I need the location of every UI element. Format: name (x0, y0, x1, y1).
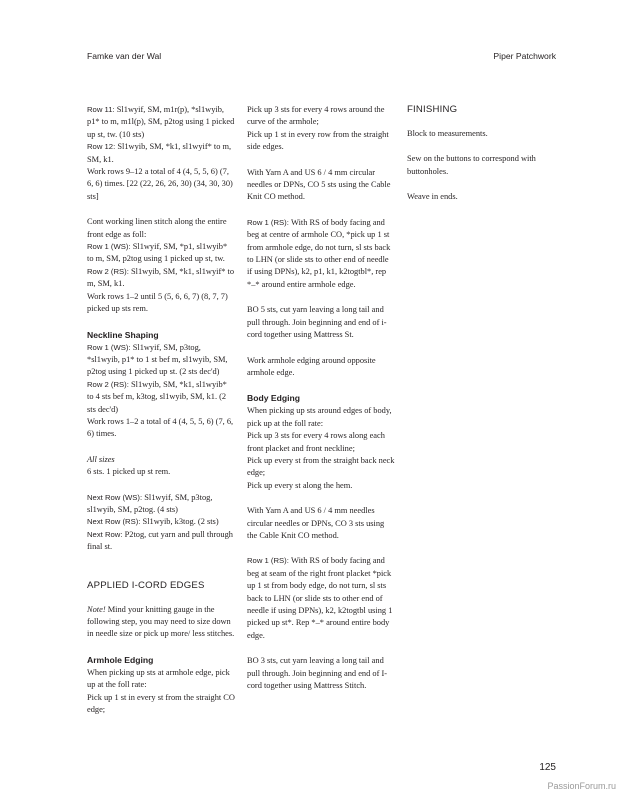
side-edges-paragraph: Pick up 1 st in every row from the straight side edges. (247, 129, 389, 152)
buttons-paragraph: Sew on the buttons to correspond with buttonholes. (407, 154, 536, 176)
body-rate-paragraph: When picking up sts around edges of body, pick up at the foll rate: (247, 406, 392, 428)
rows-11-12-paragraph: Row 11: Sl1wyif, SM, m1r(p), *sl1wyib, p1* to m, m1l(p), SM, p2tog using 1 picked up st, tw. (10 sts) Row 12: Sl1wyib, SM, *k1, sl1wyif* to m, SM, k1. Work rows 9–12 a total of 4 (4, 5, 5, 6) (7, 6, 6) times. [22 (22, 26, 26, 30) (34, 30, 30) sts] (87, 105, 235, 201)
watermark: PassionForum.ru (547, 781, 616, 791)
body-row-1-paragraph: Row 1 (RS): With RS of body facing and beg at seam of the right front placket *pick up 1 st from body edge, do not turn, sl sts back to LHN (or slide sts to other end of needle if using DPNs), k2, k2togtbl using 1 picked up st*. Rep *–* around entire body edge. (247, 556, 393, 640)
armhole-cast-on-paragraph: With Yarn A and US 6 / 4 mm circular needles or DPNs, CO 5 sts using the Cable Knit CO method. (247, 167, 391, 202)
all-sizes-paragraph: All sizes 6 sts. 1 picked up st rem. (87, 454, 171, 477)
gauge-note-paragraph: Note! Mind your knitting gauge in the following step, you may need to size down in needle size or pick up more/ less stitches. (87, 604, 235, 639)
neckline-shaping-heading: Neckline Shaping (87, 329, 159, 340)
body-cast-on-paragraph: With Yarn A and US 6 / 4 mm needles circular needles or DPNs, CO 3 sts using the Cable Knit CO method. (247, 506, 385, 540)
armhole-rate-paragraph: When picking up sts at armhole edge, pick up at the foll rate: (87, 667, 230, 690)
body-edging-heading: Body Edging (247, 393, 300, 404)
armhole-edging-heading: Armhole Edging (87, 654, 154, 665)
column-middle (247, 104, 395, 705)
page-number: 125 (539, 762, 556, 773)
armhole-co-edge-paragraph: Pick up 1 st in every st from the straight CO edge; (87, 692, 235, 715)
running-header-author: Famke van der Wal (87, 51, 162, 61)
armhole-bind-off-paragraph: BO 5 sts, cut yarn leaving a long tail and pull through. Join beginning and end of i-cord together using Mattress St. (247, 305, 387, 340)
armhole-curve-paragraph: Pick up 3 sts for every 4 rows around the curve of the armhole; (247, 105, 385, 127)
applied-icord-heading: APPLIED I-CORD EDGES (87, 579, 205, 591)
armhole-row-1-paragraph: Row 1 (RS): With RS of body facing and beg at centre of armhole CO, *pick up 1 st from armhole edge, do not turn, sl sts back to LHN (or slide sts to other end of needle if using DPNs), k2, p1, k1, k2togtbl*, rep *–* around entire armhole edge. (247, 217, 391, 289)
neckline-rows-paragraph: Row 1 (WS): Sl1wyif, SM, p3tog, *sl1wyib, p1* to 1 st bef m, sl1wyib, SM, p2tog using 1 picked up st. (2 sts dec'd) Row 2 (RS): Sl1wyib, SM, *k1, sl1wyib* to 4 sts bef m, k3tog, sl1wyib, SM, k1. (2 sts dec'd) Work rows 1–2 a total of 4 (4, 5, 5, 6) (7, 6, 6) times. (87, 342, 234, 439)
weave-ends-paragraph: Weave in ends. (407, 192, 458, 202)
finishing-heading: FINISHING (407, 104, 458, 115)
front-placket-rate-paragraph: Pick up 3 sts for every 4 rows along each front placket and front neckline; (247, 431, 385, 453)
block-paragraph: Block to measurements. (407, 129, 488, 138)
back-neck-rate-paragraph: Pick up every st from the straight back neck edge; (247, 455, 395, 478)
column-right (407, 104, 557, 217)
running-header-title: Piper Patchwork (493, 51, 556, 61)
column-left (87, 104, 235, 729)
opposite-armhole-paragraph: Work armhole edging around opposite armhole edge. (247, 355, 376, 377)
body-bind-off-paragraph: BO 3 sts, cut yarn leaving a long tail and pull through. Join beginning and end of I-cord together using Mattress Stitch. (247, 656, 388, 691)
hem-rate-paragraph: Pick up every st along the hem. (247, 480, 353, 490)
linen-stitch-paragraph: Cont working linen stitch along the entire front edge as foll: Row 1 (WS): Sl1wyif, SM, *p1, sl1wyib* to m, SM, p2tog using 1 picked up st, tw. Row 2 (RS): Sl1wyib, SM, *k1, sl1wyif* to m, SM, k1. Work rows 1–2 until 5 (5, 6, 6, 7) (8, 7, 7) picked up sts rem. (87, 217, 235, 314)
next-rows-paragraph: Next Row (WS): Sl1wyif, SM, p3tog, sl1wyib, SM, p2tog. (4 sts) Next Row (RS): Sl1wyib, k3tog. (2 sts) Next Row: P2tog, cut yarn and pull through final st. (87, 492, 233, 552)
